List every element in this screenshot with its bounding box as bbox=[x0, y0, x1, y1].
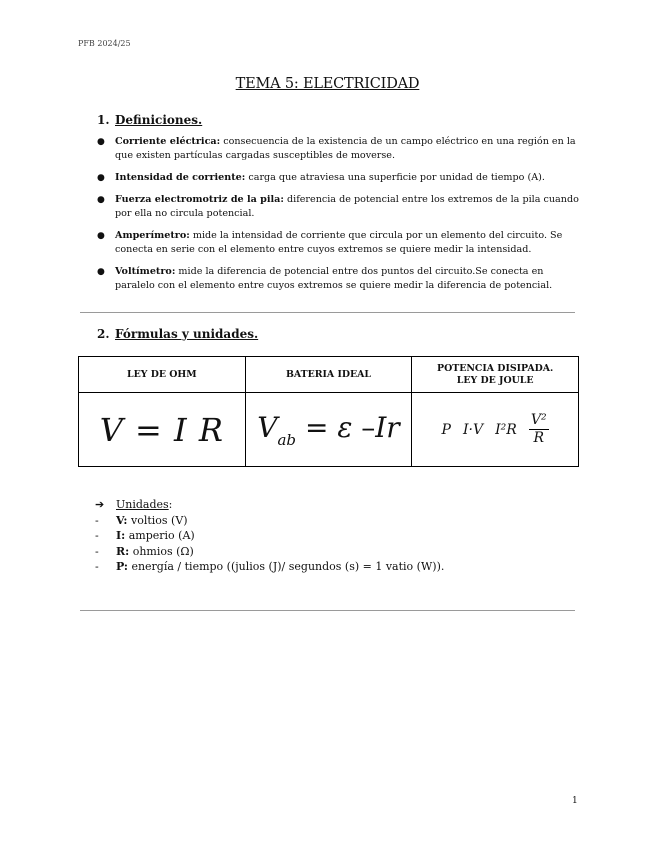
definition-text: carga que atraviesa una superficie por unidad de tiempo (A). bbox=[245, 172, 545, 183]
definition-text: mide la diferencia de potencial entre dos puntos del circuito.Se conecta en paralelo con el elemento entre cuyos extremos se quiere medir la diferencia de potencial. bbox=[115, 266, 553, 291]
unit-label: I: bbox=[116, 529, 126, 542]
page-title: TEMA 5: ELECTRICIDAD bbox=[235, 76, 420, 92]
section-1-number: 1. bbox=[97, 113, 110, 127]
definition-item bbox=[97, 265, 579, 293]
section-2-title: Fórmulas y unidades. bbox=[115, 327, 259, 341]
definition-text: mide la intensidad de corriente que circula por un elemento del circuito. Se conecta en serie con el elemento entre cuyos extremos se quiere medir la intensidad. bbox=[115, 230, 563, 255]
section-2-number: 2. bbox=[97, 327, 110, 341]
unit-item bbox=[95, 513, 444, 529]
units-heading: Unidades bbox=[116, 498, 169, 511]
definition-item bbox=[97, 171, 579, 185]
definition-term: Voltímetro: bbox=[115, 266, 176, 277]
units-heading-row bbox=[95, 497, 444, 513]
formula-bateria-ir: Ir bbox=[375, 410, 400, 444]
formula-joule-iv: I·V bbox=[462, 421, 484, 438]
dash-marker: - bbox=[95, 513, 99, 527]
definition-item bbox=[97, 135, 579, 163]
page-header: PFB 2024/25 bbox=[78, 39, 131, 48]
unit-label: P: bbox=[116, 560, 128, 573]
definition-term: Amperímetro: bbox=[115, 230, 190, 241]
section-1-title: Definiciones. bbox=[115, 113, 203, 127]
divider bbox=[80, 312, 575, 313]
definitions-list bbox=[97, 135, 579, 301]
formula-ohm-equals: = bbox=[135, 410, 163, 449]
formula-bateria bbox=[245, 393, 412, 467]
units-block bbox=[95, 497, 444, 575]
formula-joule-i2r: I²R bbox=[495, 421, 517, 438]
bullet-icon: ● bbox=[97, 137, 105, 147]
formula-ohm-r: R bbox=[198, 410, 224, 449]
column-header-ohm: LEY DE OHM bbox=[79, 357, 246, 393]
formula-bateria-minus: – bbox=[361, 410, 376, 444]
page-number: 1 bbox=[572, 796, 578, 806]
unit-item bbox=[95, 559, 444, 575]
unit-text: ohmios (Ω) bbox=[129, 544, 194, 558]
formula-joule-p: P bbox=[441, 421, 451, 438]
definition-term: Fuerza electromotriz de la pila: bbox=[115, 194, 284, 205]
bullet-icon: ● bbox=[97, 195, 105, 205]
divider bbox=[80, 610, 575, 611]
section-2-heading bbox=[97, 327, 258, 341]
column-header-joule: POTENCIA DISIPADA. LEY DE JOULE bbox=[412, 357, 579, 393]
arrow-icon: ➔ bbox=[95, 498, 105, 511]
bullet-icon: ● bbox=[97, 267, 105, 277]
unit-item bbox=[95, 528, 444, 544]
definition-text: diferencia de potencial entre los extremos de la pila cuando por ella no circula potencial. bbox=[115, 194, 579, 219]
definition-text: consecuencia de la existencia de un campo eléctrico en una región en la que existen partículas cargadas susceptibles de moverse. bbox=[115, 136, 576, 161]
formula-bateria-equals: = bbox=[304, 410, 329, 444]
definition-term: Corriente eléctrica: bbox=[115, 136, 221, 147]
formula-ohm bbox=[79, 393, 246, 467]
dash-marker: - bbox=[95, 544, 99, 558]
unit-text: voltios (V) bbox=[127, 513, 188, 527]
formula-ohm-i: I bbox=[174, 410, 188, 449]
unit-label: V: bbox=[116, 513, 128, 527]
formula-bateria-emf: ε bbox=[337, 410, 353, 444]
definition-item bbox=[97, 193, 579, 221]
formula-joule bbox=[412, 393, 579, 467]
bullet-icon: ● bbox=[97, 173, 105, 183]
unit-label: R: bbox=[116, 544, 130, 558]
formula-bateria-sub: ab bbox=[277, 430, 297, 449]
unit-text: energía / tiempo ((julios (J)/ segundos (s) = 1 vatio (W)). bbox=[127, 560, 445, 573]
definition-term: Intensidad de corriente: bbox=[115, 172, 246, 183]
bullet-icon: ● bbox=[97, 231, 105, 241]
dash-marker: - bbox=[95, 529, 99, 542]
formula-joule-numerator: V² bbox=[530, 412, 547, 428]
column-header-bateria: BATERIA IDEAL bbox=[245, 357, 412, 393]
formulas-table bbox=[78, 356, 579, 467]
formula-joule-denominator: R bbox=[533, 430, 545, 446]
formula-joule-fraction bbox=[529, 413, 549, 446]
formula-ohm-lhs: V bbox=[99, 410, 124, 449]
unit-item bbox=[95, 544, 444, 560]
section-1-heading bbox=[97, 113, 202, 127]
definition-item bbox=[97, 229, 579, 257]
formula-bateria-v: V bbox=[257, 410, 278, 444]
dash-marker: - bbox=[95, 560, 99, 573]
units-heading-colon: : bbox=[168, 498, 173, 511]
unit-text: amperio (A) bbox=[125, 529, 195, 542]
